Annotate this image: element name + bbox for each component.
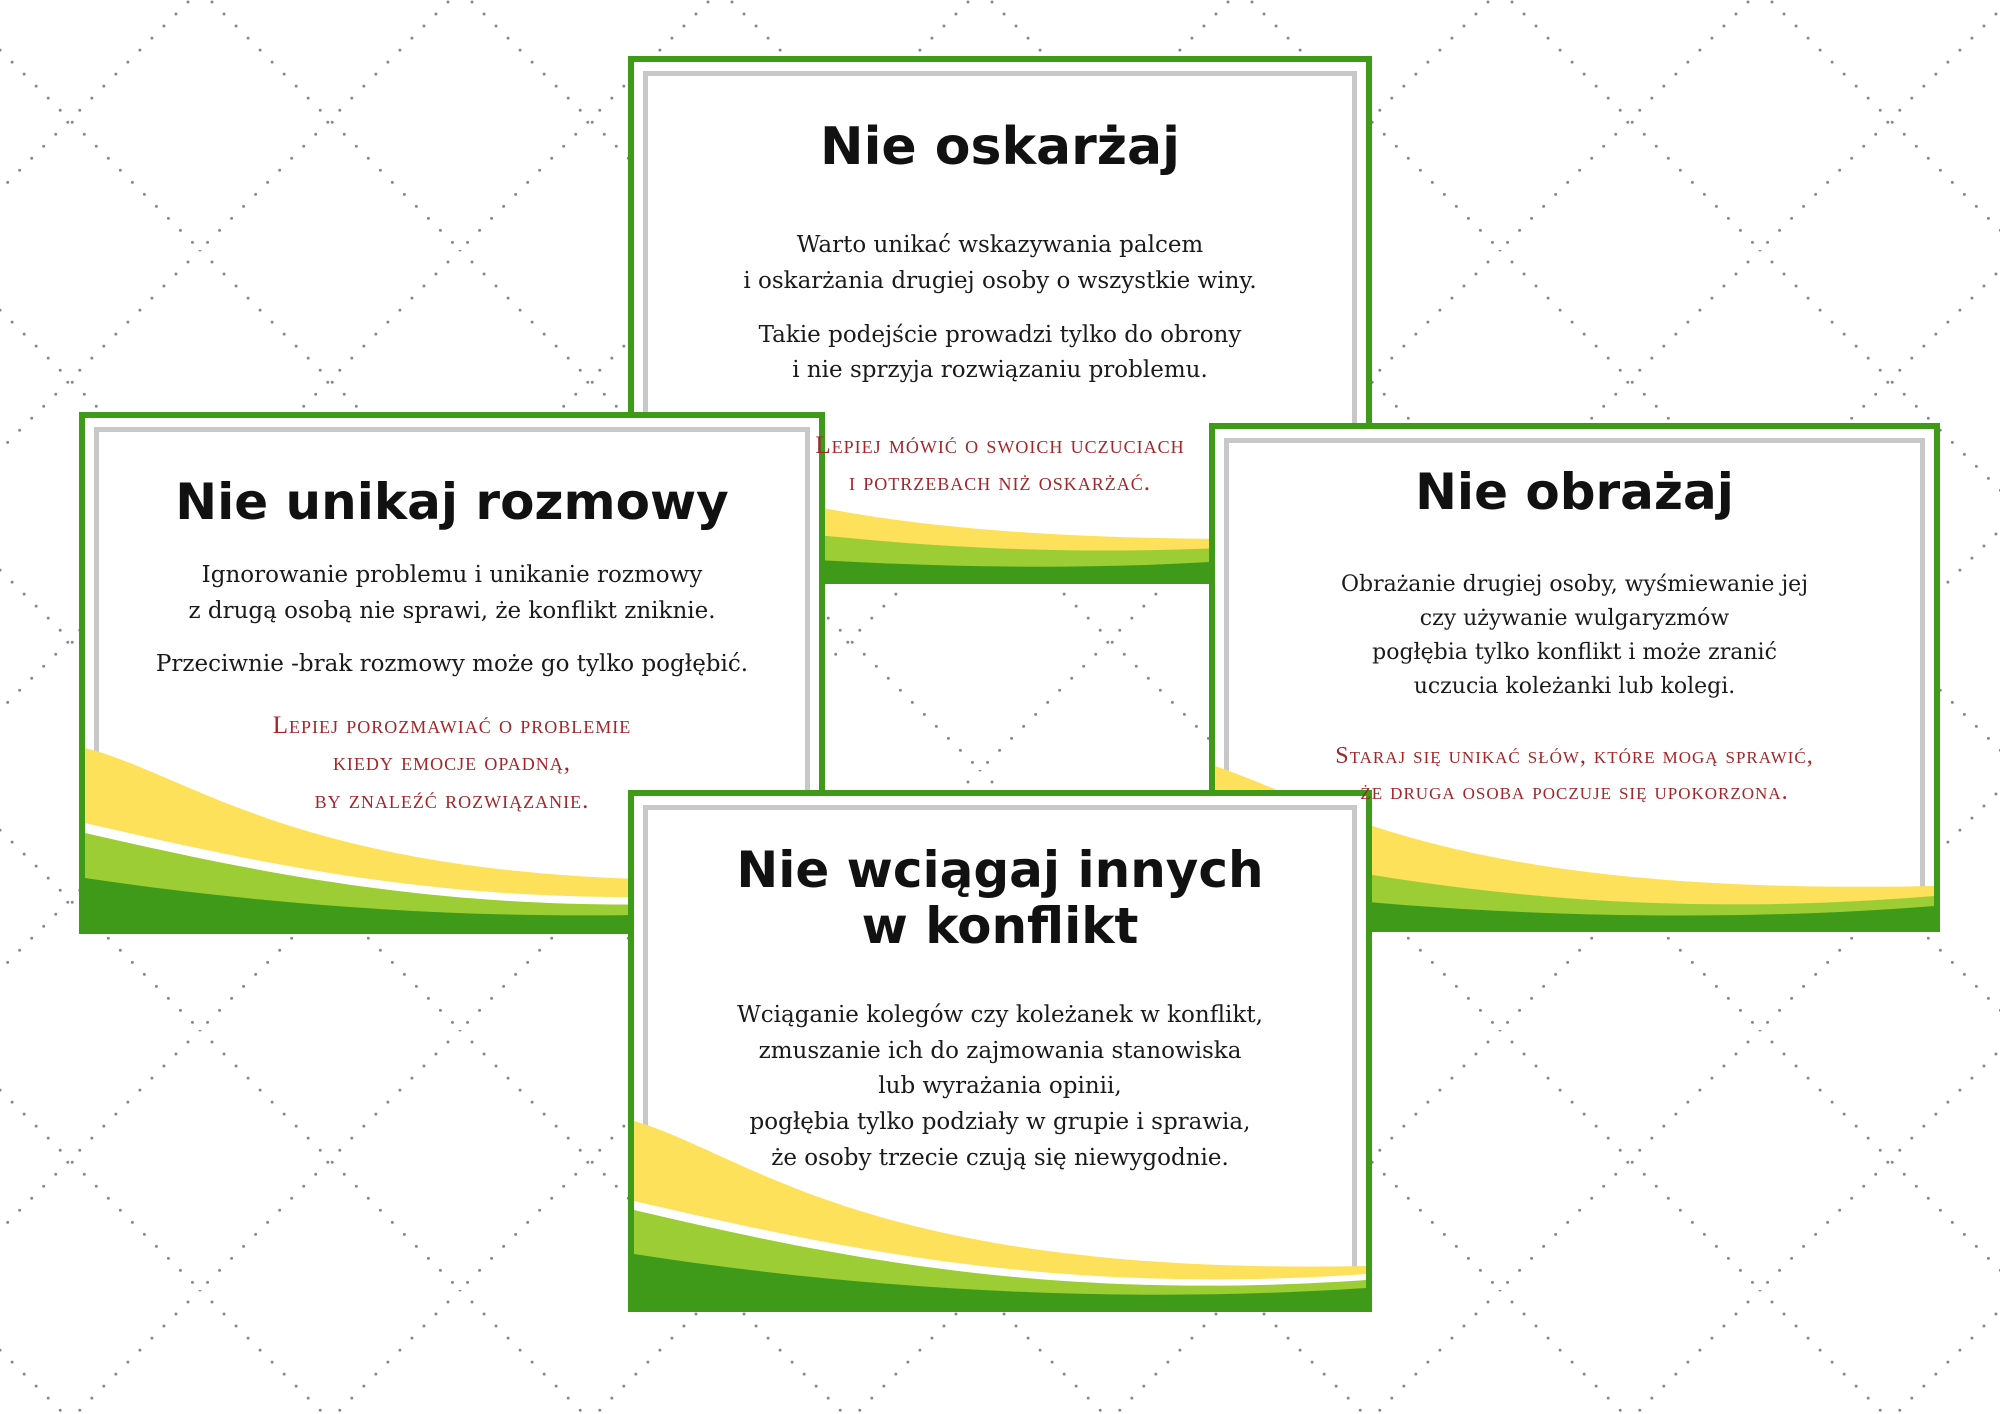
body-line: pogłębia tylko konflikt i może zranić [1372, 640, 1777, 666]
card-body-text [85, 558, 819, 629]
card-title: Nie obrażaj [1415, 463, 1734, 521]
body-line: Ignorowanie problemu i unikanie rozmowy [201, 562, 703, 588]
body-line: Warto unikać wskazywania palcem [796, 232, 1204, 259]
card-body-text [1215, 568, 1934, 704]
tip-line: kiedy emocje opadną, [332, 749, 572, 777]
card-tip-text [1215, 738, 1934, 810]
body-line: z drugą osobą nie sprawi, że konflikt zniknie. [188, 597, 716, 624]
tip-line: by znaleźć rozwiązanie. [314, 786, 590, 814]
title-line: Nie wciągaj innych [736, 841, 1264, 899]
card-body-text [634, 318, 1366, 389]
body-line: Obrażanie drugiej osoby, wyśmiewanie jej [1340, 572, 1809, 597]
tip-line: Lepiej porozmawiać o problemie [272, 711, 632, 739]
body-line: zmuszanie ich do zajmowania stanowiska [758, 1037, 1242, 1064]
card-body-text [85, 647, 819, 683]
title-line: w konflikt [861, 897, 1139, 955]
card-title: Nie unikaj rozmowy [175, 473, 729, 531]
body-line: i nie sprzyja rozwiązaniu problemu. [792, 357, 1208, 384]
body-line: lub wyrażania opinii, [878, 1073, 1122, 1100]
body-line: że osoby trzecie czują się niewygodnie. [771, 1144, 1229, 1171]
body-line: pogłębia tylko podziały w grupie i sprawia, [749, 1108, 1251, 1135]
card-tip-text [85, 707, 819, 820]
card-body-text [634, 228, 1366, 299]
tip-line: i potrzebach niż oskarżać. [848, 469, 1151, 497]
body-line: Takie podejście prowadzi tylko do obrony [758, 321, 1242, 348]
body-line: Wciąganie kolegów czy koleżanek w konflikt, [737, 1002, 1263, 1028]
body-line: uczucia koleżanki lub kolegi. [1413, 674, 1736, 700]
tip-line: Lepiej mówić o swoich uczuciach [815, 431, 1185, 459]
card-title: Nie oskarżaj [820, 117, 1180, 177]
card-body-text [634, 998, 1366, 1176]
card-nie-wciagaj-innych [628, 790, 1372, 1312]
body-line: i oskarżania drugiej osoby o wszystkie winy. [743, 267, 1257, 294]
card-title [634, 842, 1366, 954]
tip-line: że druga osoba poczuje się upokorzona. [1360, 779, 1789, 806]
body-line: czy używanie wulgaryzmów [1419, 606, 1730, 632]
body-line: Przeciwnie -brak rozmowy może go tylko pogłębić. [155, 651, 749, 678]
tip-line: Staraj się unikać słów, które mogą sprawić, [1335, 743, 1814, 770]
